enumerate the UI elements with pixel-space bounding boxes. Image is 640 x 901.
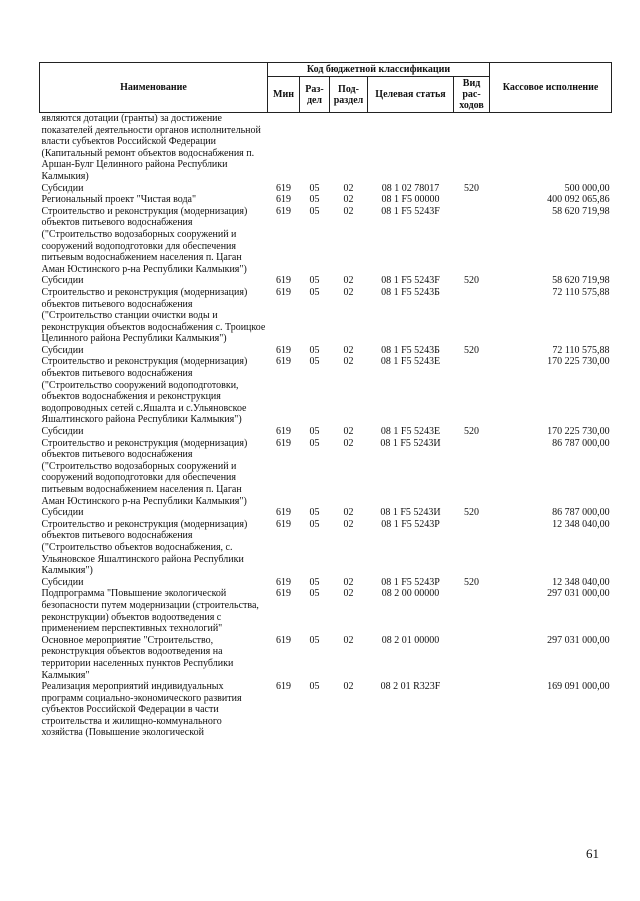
cell-name: Строительство и реконструкция (модернизация) объектов питьевого водоснабжения ("Строительство водозаборных сооружений и сооружений водоподготовки для обеспечения питьевым водоснабжением населения п. Цаган Аман Юстинского р-на Республики Калмыкия") bbox=[41, 205, 248, 275]
page-number: 61 bbox=[586, 846, 599, 861]
cell-sum: 170 225 730,00 bbox=[547, 426, 610, 438]
header-podrazdel: Под-раздел bbox=[330, 77, 368, 113]
cell-name: Субсидии bbox=[41, 275, 84, 287]
cell-podrazdel: 02 bbox=[343, 576, 354, 588]
cell-vid bbox=[454, 113, 490, 183]
cell-podrazdel: 02 bbox=[343, 356, 354, 368]
cell-tselevaya: 08 1 F5 5243F bbox=[381, 205, 440, 217]
cell-razdel: 05 bbox=[309, 588, 320, 600]
table-row bbox=[40, 577, 612, 589]
cell-min: 619 bbox=[276, 194, 291, 206]
cell-name: являются дотации (гранты) за достижение показателей деятельности органов исполнительной власти субъектов Российской Федерации (Капитальный ремонт объектов водоснабжения п. Аршан-Булг Целинного района Республики Калмыкия) bbox=[41, 113, 261, 182]
cell-razdel bbox=[300, 113, 330, 183]
cell-podrazdel: 02 bbox=[343, 286, 354, 298]
cell-podrazdel: 02 bbox=[343, 426, 354, 438]
cell-name: Строительство и реконструкция (модернизация) объектов питьевого водоснабжения ("Строительство водозаборных сооружений и сооружений водоподготовки для обеспечения питьевым водоснабжением населения п. Цаган Аман Юстинского р-на Республики Калмыкия") bbox=[41, 437, 248, 507]
cell-tselevaya: 08 1 02 78017 bbox=[381, 182, 440, 194]
cell-vid: 520 bbox=[464, 507, 480, 519]
cell-name: Субсидии bbox=[41, 576, 84, 588]
cell-tselevaya: 08 1 F5 5243F bbox=[381, 275, 440, 287]
cell-tselevaya: 08 2 01 00000 bbox=[381, 634, 440, 646]
cell-podrazdel: 02 bbox=[343, 437, 354, 449]
cell-min: 619 bbox=[276, 576, 291, 588]
table-row bbox=[40, 345, 612, 357]
cell-tselevaya: 08 1 F5 5243E bbox=[380, 356, 441, 368]
cell-razdel: 05 bbox=[309, 437, 320, 449]
cell-name: Строительство и реконструкция (модернизация) объектов питьевого водоснабжения ("Строительство объектов водоснабжения, с. Ульяновское Яшалтинского района Республики Калмыкия") bbox=[41, 518, 248, 577]
cell-sum: 86 787 000,00 bbox=[552, 437, 610, 449]
cell-razdel: 05 bbox=[309, 182, 320, 194]
cell-name: Основное мероприятие "Строительство, реконструкция объектов водоотведения на территории населенных пунктов Республики Калмыкия" bbox=[41, 634, 234, 681]
table-row bbox=[40, 183, 612, 195]
cell-razdel: 05 bbox=[309, 634, 320, 646]
cell-tselevaya: 08 1 F5 5243E bbox=[380, 426, 441, 438]
cell-razdel: 05 bbox=[309, 194, 320, 206]
cell-podrazdel: 02 bbox=[343, 588, 354, 600]
header-kassovoe: Кассовое исполнение bbox=[490, 63, 612, 113]
cell-razdel: 05 bbox=[309, 681, 320, 693]
cell-min bbox=[268, 113, 300, 183]
cell-sum: 170 225 730,00 bbox=[547, 356, 610, 368]
cell-sum bbox=[490, 113, 612, 183]
cell-tselevaya: 08 1 F5 5243P bbox=[381, 518, 440, 530]
cell-tselevaya: 08 1 F5 5243И bbox=[380, 437, 441, 449]
cell-vid bbox=[454, 287, 490, 345]
table-row bbox=[40, 275, 612, 287]
header-tselevaya: Целевая статья bbox=[368, 77, 454, 113]
cell-sum: 86 787 000,00 bbox=[552, 507, 610, 519]
table-row bbox=[40, 519, 612, 577]
table-row bbox=[40, 507, 612, 519]
cell-tselevaya: 08 2 01 R323F bbox=[380, 681, 441, 693]
cell-tselevaya: 08 1 F5 5243P bbox=[381, 576, 440, 588]
cell-podrazdel: 02 bbox=[343, 275, 354, 287]
cell-min: 619 bbox=[276, 437, 291, 449]
cell-vid bbox=[454, 519, 490, 577]
cell-podrazdel: 02 bbox=[343, 518, 354, 530]
table-row bbox=[40, 588, 612, 634]
table-header bbox=[40, 63, 612, 113]
cell-sum: 12 348 040,00 bbox=[552, 576, 610, 588]
cell-vid bbox=[454, 438, 490, 508]
cell-name: Строительство и реконструкция (модернизация) объектов питьевого водоснабжения ("Строительство сооружений водоподготовки, объектов водоснабжения и реконструкция водопроводных сетей с.Яшалта и с.Ульяновское Яшалтинского района Республики Калмыкия") bbox=[41, 356, 248, 426]
cell-razdel: 05 bbox=[309, 426, 320, 438]
cell-min: 619 bbox=[276, 426, 291, 438]
cell-name: Региональный проект "Чистая вода" bbox=[41, 194, 197, 206]
cell-name: Подпрограмма "Повышение экологической безопасности путем модернизации (строительства, реконструкции) объектов водоотведения с применением перспективных технологий" bbox=[41, 588, 259, 635]
table-row bbox=[40, 287, 612, 345]
cell-vid bbox=[454, 635, 490, 681]
cell-podrazdel bbox=[330, 113, 368, 183]
cell-podrazdel: 02 bbox=[343, 205, 354, 217]
cell-sum: 72 110 575,88 bbox=[552, 286, 610, 298]
table-row bbox=[40, 356, 612, 426]
cell-sum: 169 091 000,00 bbox=[547, 681, 610, 693]
cell-vid: 520 bbox=[464, 426, 480, 438]
cell-vid: 520 bbox=[464, 576, 480, 588]
table-row bbox=[40, 438, 612, 508]
cell-podrazdel: 02 bbox=[343, 182, 354, 194]
cell-razdel: 05 bbox=[309, 275, 320, 287]
cell-vid bbox=[454, 681, 490, 739]
cell-razdel: 05 bbox=[309, 344, 320, 356]
cell-vid bbox=[454, 588, 490, 634]
header-vid: Вид рас-ходов bbox=[454, 77, 490, 113]
cell-podrazdel: 02 bbox=[343, 634, 354, 646]
cell-razdel: 05 bbox=[309, 507, 320, 519]
cell-min: 619 bbox=[276, 286, 291, 298]
cell-tselevaya: 08 1 F5 00000 bbox=[381, 194, 440, 206]
cell-vid: 520 bbox=[464, 182, 480, 194]
table-body bbox=[40, 113, 612, 740]
cell-name: Субсидии bbox=[41, 182, 84, 194]
cell-podrazdel: 02 bbox=[343, 194, 354, 206]
cell-razdel: 05 bbox=[309, 576, 320, 588]
cell-name: Субсидии bbox=[41, 426, 84, 438]
cell-min: 619 bbox=[276, 344, 291, 356]
cell-vid bbox=[454, 356, 490, 426]
cell-min: 619 bbox=[276, 518, 291, 530]
cell-min: 619 bbox=[276, 182, 291, 194]
cell-min: 619 bbox=[276, 356, 291, 368]
cell-tselevaya: 08 1 F5 5243Б bbox=[381, 286, 440, 298]
cell-tselevaya bbox=[368, 113, 454, 183]
cell-name: Субсидии bbox=[41, 507, 84, 519]
cell-vid bbox=[454, 206, 490, 276]
cell-name: Субсидии bbox=[41, 344, 84, 356]
table-row bbox=[40, 206, 612, 276]
cell-vid: 520 bbox=[464, 275, 480, 287]
cell-podrazdel: 02 bbox=[343, 344, 354, 356]
cell-sum: 58 620 719,98 bbox=[552, 205, 610, 217]
header-group: Код бюджетной классификации bbox=[268, 63, 490, 77]
cell-tselevaya: 08 1 F5 5243Б bbox=[381, 344, 440, 356]
cell-sum: 72 110 575,88 bbox=[552, 344, 610, 356]
cell-razdel: 05 bbox=[309, 518, 320, 530]
cell-name: Реализация мероприятий индивидуальных программ социально-экономического развития субъектов Российской Федерации в части строительства и жилищно-коммунального хозяйства (Повышение экологической bbox=[41, 681, 242, 739]
cell-razdel: 05 bbox=[309, 286, 320, 298]
cell-podrazdel: 02 bbox=[343, 681, 354, 693]
cell-sum: 400 092 065,86 bbox=[547, 194, 610, 206]
cell-name: Строительство и реконструкция (модернизация) объектов питьевого водоснабжения ("Строительство станции очистки воды и реконструкция объектов водоснабжения с. Троицкое Целинного района Республики Калмыкия") bbox=[41, 286, 266, 345]
cell-min: 619 bbox=[276, 507, 291, 519]
cell-tselevaya: 08 2 00 00000 bbox=[381, 588, 440, 600]
cell-min: 619 bbox=[276, 205, 291, 217]
cell-sum: 58 620 719,98 bbox=[552, 275, 610, 287]
header-razdel: Раз-дел bbox=[300, 77, 330, 113]
header-name: Наименование bbox=[40, 63, 268, 113]
cell-sum: 297 031 000,00 bbox=[547, 588, 610, 600]
cell-vid: 520 bbox=[464, 344, 480, 356]
cell-sum: 297 031 000,00 bbox=[547, 634, 610, 646]
cell-vid bbox=[454, 194, 490, 206]
cell-sum: 12 348 040,00 bbox=[552, 518, 610, 530]
cell-razdel: 05 bbox=[309, 205, 320, 217]
table-row bbox=[40, 113, 612, 183]
cell-sum: 500 000,00 bbox=[564, 182, 610, 194]
table-row bbox=[40, 635, 612, 681]
cell-min: 619 bbox=[276, 634, 291, 646]
table-row bbox=[40, 426, 612, 438]
cell-tselevaya: 08 1 F5 5243И bbox=[380, 507, 441, 519]
table-row bbox=[40, 681, 612, 739]
budget-table bbox=[39, 62, 612, 739]
cell-podrazdel: 02 bbox=[343, 507, 354, 519]
cell-razdel: 05 bbox=[309, 356, 320, 368]
header-min: Мин bbox=[268, 77, 300, 113]
cell-min: 619 bbox=[276, 588, 291, 600]
cell-min: 619 bbox=[276, 681, 291, 693]
table-row bbox=[40, 194, 612, 206]
cell-min: 619 bbox=[276, 275, 291, 287]
